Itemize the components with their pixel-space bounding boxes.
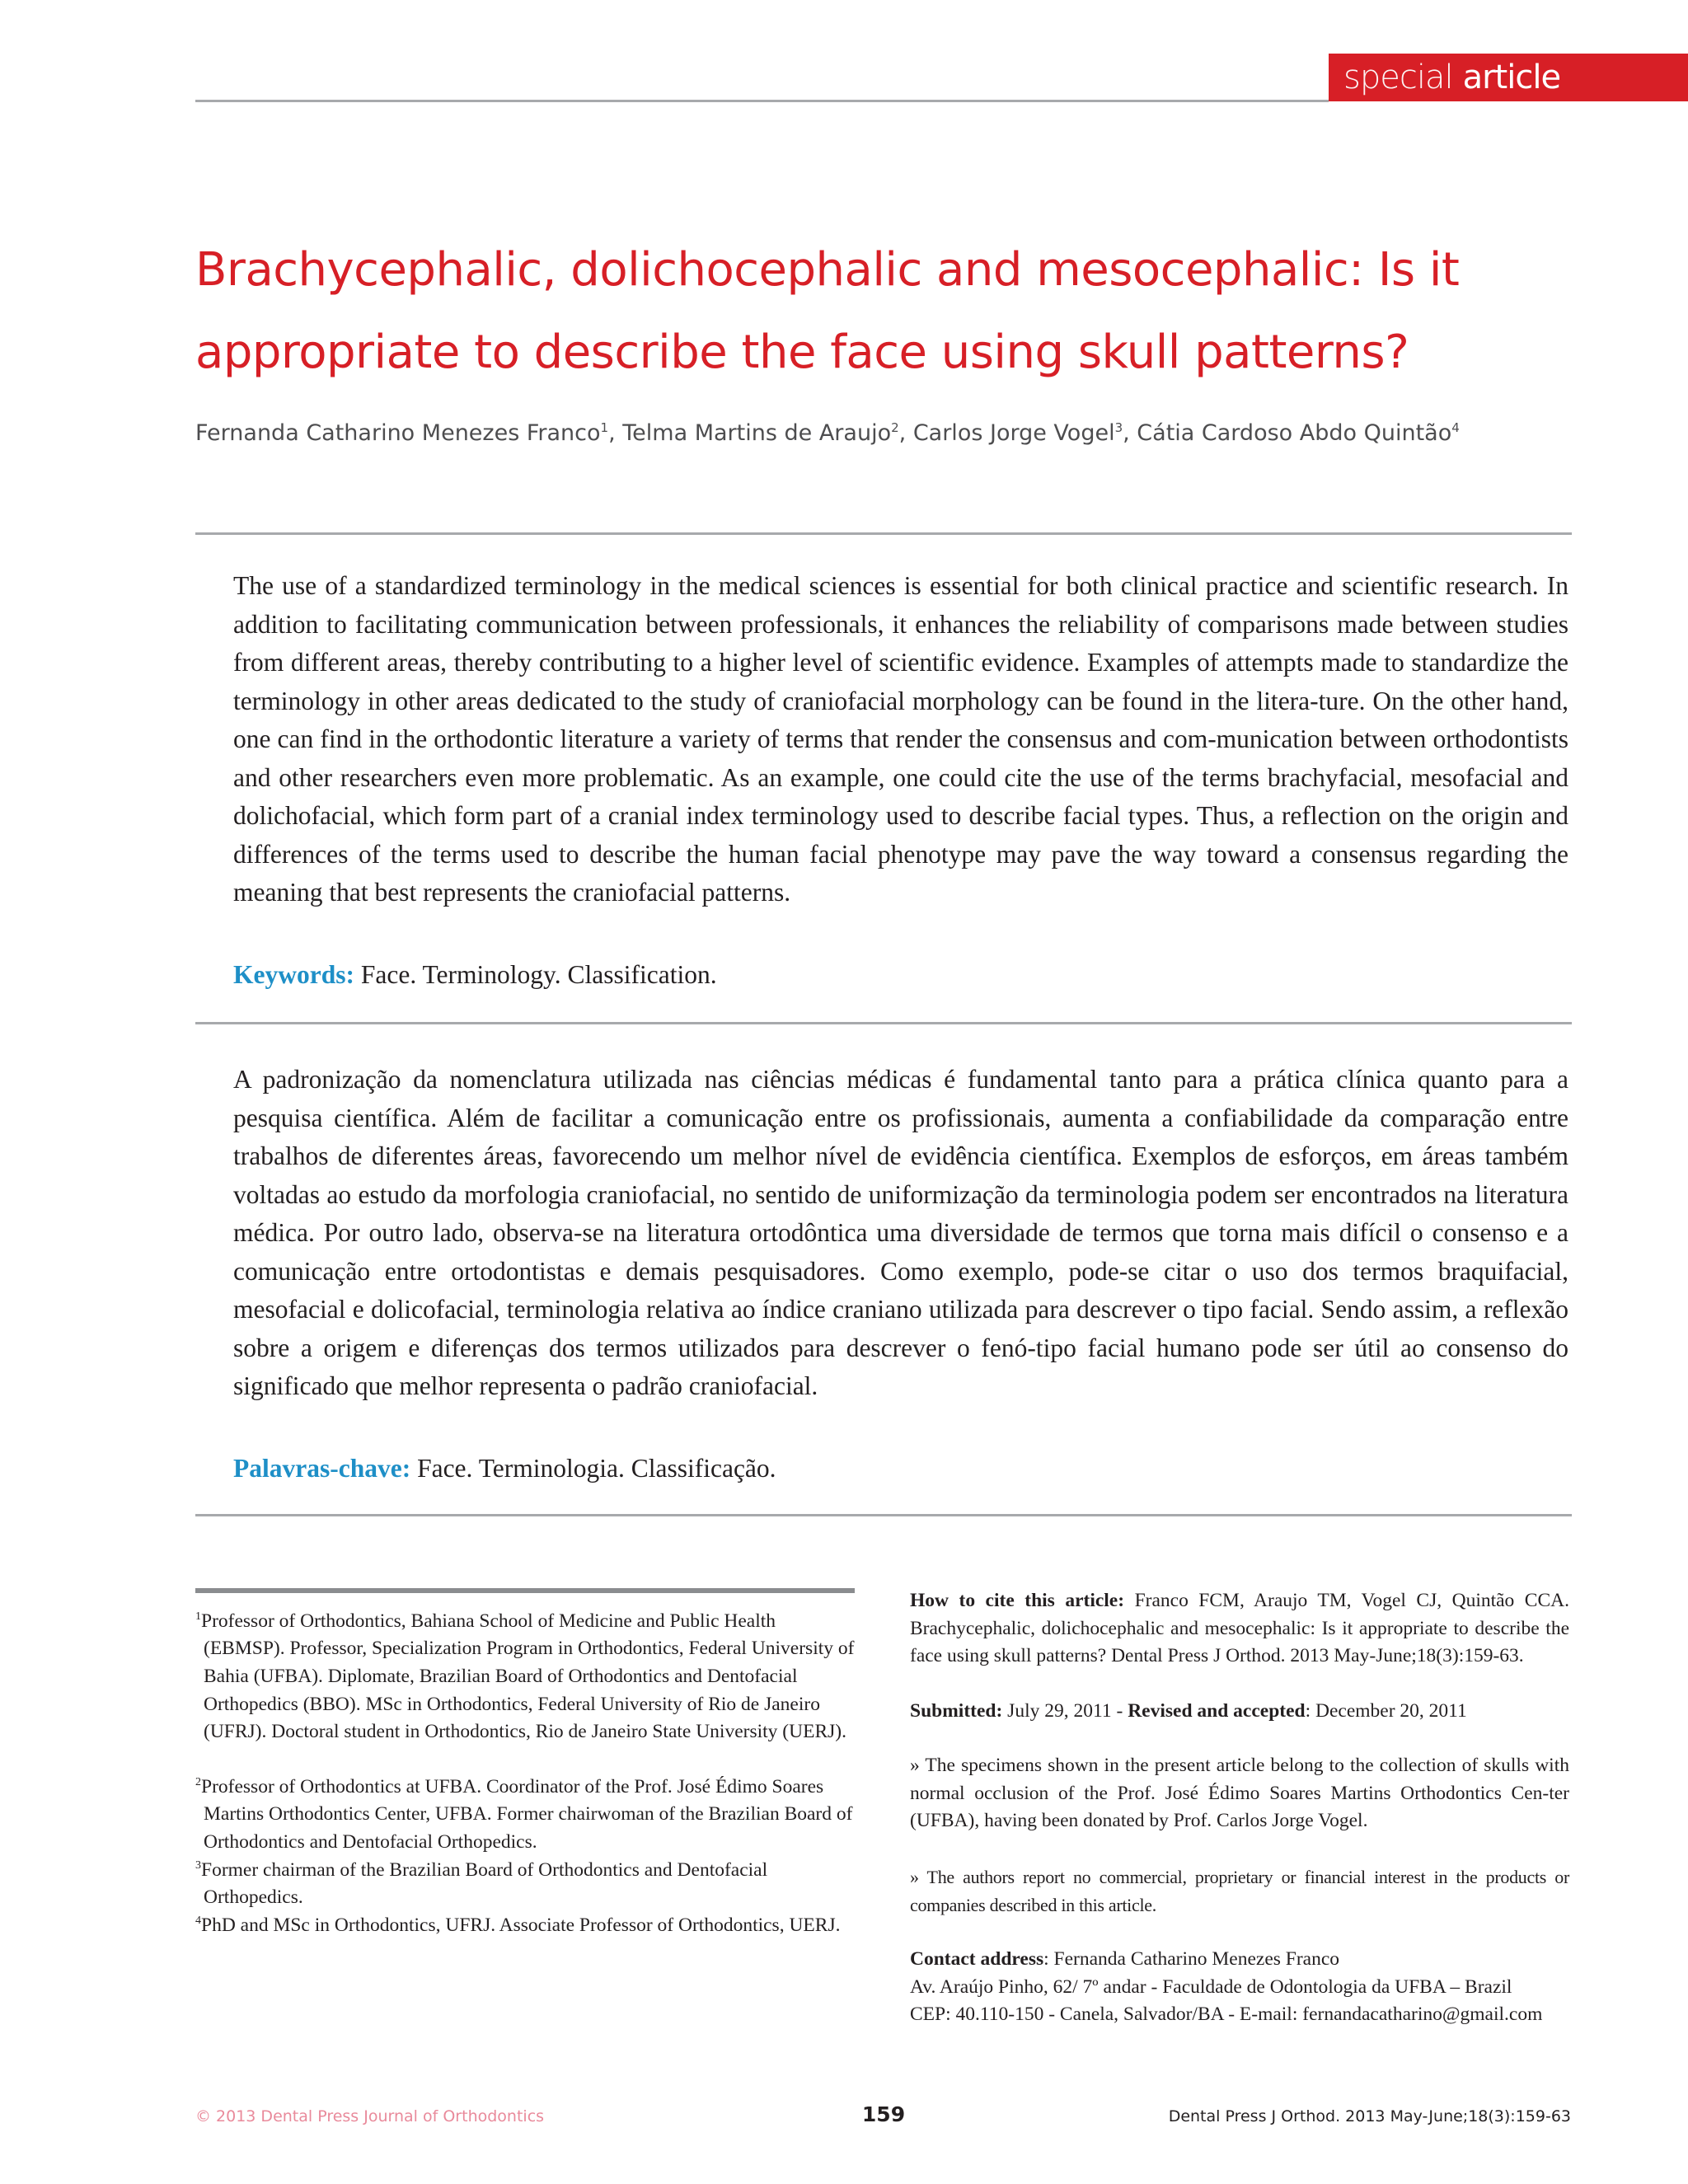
author: Cátia Cardoso Abdo Quintão$^4$ xyxy=(1137,420,1460,446)
citation-text: Franco FCM, Araujo TM, Vogel CJ, Quintão CCA. Brachycephalic, dolichocephalic and mesocephalic: Is it appropriate to describe the face using skull patterns? Dental Press J Orthod. 2013 May-June;18(3):159-63. xyxy=(910,1590,1569,1667)
keywords-english xyxy=(233,956,1552,994)
affiliation-4: $^4$PhD and MSc in Orthodontics, UFRJ. Associate Professor of Orthodontics, UERJ. xyxy=(195,1914,841,1936)
section-label-bold: article xyxy=(1462,59,1561,96)
affiliation-3: $^3$Former chairman of the Brazilian Board of Orthodontics and Dentofacial Orthopedics. xyxy=(195,1858,768,1909)
contact-label: Contact address xyxy=(910,1948,1044,1970)
header-rule xyxy=(195,100,1329,102)
keywords-values: Face. Terminologia. Classificação. xyxy=(410,1454,776,1483)
keywords-label: Palavras-chave: xyxy=(233,1454,411,1483)
keywords-label: Keywords: xyxy=(233,960,354,989)
divider-below-abstracts xyxy=(195,1514,1572,1516)
divider-between-abstracts xyxy=(195,1022,1572,1024)
affiliation-1: $^1$Professor of Orthodontics, Bahiana School of Medicine and Public Health (EBMSP). Professor, Specialization Program in Orthodontics, Federal University of Bahia (UFBA). Diplomate, Brazilian Board of Orthodontics and Dentofacial Orthopedics (BBO). MSc in Orthodontics, Federal University of Rio de Janeiro (UFRJ). Doctoral student in Orthodontics, Rio de Janeiro State University (UERJ). xyxy=(195,1610,855,1743)
author-list xyxy=(195,410,1597,452)
divider-above-abstract xyxy=(195,532,1572,535)
section-label-light: special xyxy=(1343,59,1453,96)
title-line-2: appropriate to describe the face using skull patterns? xyxy=(195,326,1409,379)
citation-block xyxy=(910,1587,1569,1671)
title-line-1: Brachycephalic, dolichocephalic and mesocephalic: Is it xyxy=(195,243,1460,297)
page-number: 159 xyxy=(861,2102,906,2126)
contact-block: Contact address: Fernanda Catharino Menezes Franco Av. Araújo Pinho, 62/ 7º andar - Faculdade de Odontologia da UFBA – Brazil CEP: 40.110-150 - Canela, Salvador/BA - E-mail: fernandacatharino@gmail.com xyxy=(910,1948,1543,2026)
specimens-note: » The specimens shown in the present article belong to the collection of skulls with normal occlusion of the Prof. José Édimo Soares Martins Orthodontics Cen-ter (UFBA), having been donated by Prof. Carlos Jorge Vogel. xyxy=(910,1755,1569,1832)
author: Carlos Jorge Vogel$^3$, xyxy=(912,420,1137,446)
citation-label: How to cite this article: xyxy=(910,1590,1125,1611)
dates-block: Submitted: July 29, 2011 - Revised and accepted: December 20, 2011 xyxy=(910,1700,1467,1722)
affiliation-2: $^2$Professor of Orthodontics at UFBA. Coordinator of the Prof. José Édimo Soares Martins Orthodontics Center, UFBA. Former chairwoman of the Brazilian Board of Orthodontics and Dentofacial Orthopedics. xyxy=(195,1775,853,1854)
footer-journal-citation: Dental Press J Orthod. 2013 May-June;18(3):159-63 xyxy=(1168,2107,1571,2125)
section-badge xyxy=(1329,54,1688,101)
article-title xyxy=(195,229,1555,394)
conflict-note: » The authors report no commercial, proprietary or financial interest in the products or companies described in this article. xyxy=(910,1867,1569,1915)
keywords-values: Face. Terminology. Classification. xyxy=(354,960,717,989)
footer-copyright: © 2013 Dental Press Journal of Orthodontics xyxy=(195,2107,545,2125)
abstract-portuguese: A padronização da nomenclatura utilizada nas ciências médicas é fundamental tanto para a prática clínica quanto para a pesquisa científica. Além de facilitar a comunicação entre os profissionais, aumenta a confiabilidade da comparação entre trabalhos de diferentes áreas, favorecendo um melhor nível de evidência científica. Exemplos de esforços, em áreas também voltadas ao estudo da morfologia craniofacial, no sentido de uniformização da terminologia podem ser encontrados na literatura médica. Por outro lado, observa-se na literatura ortodôntica uma diversidade de termos que torna mais difícil o consenso e a comunicação entre ortodontistas e demais pesquisadores. Como exemplo, pode-se citar o uso dos termos braquifacial, mesofacial e dolicofacial, terminologia relativa ao índice craniano utilizada para descrever o tipo facial. Sendo assim, a reflexão sobre a origem e diferenças dos termos utilizados para descrever o fenó-tipo facial humano pode ser útil ao consenso do significado que melhor representa o padrão craniofacial. xyxy=(233,1065,1568,1400)
keywords-portuguese xyxy=(233,1450,1552,1488)
affiliations-rule xyxy=(195,1588,855,1593)
author: Telma Martins de Araujo$^2$, xyxy=(622,420,913,446)
author: Fernanda Catharino Menezes Franco$^1$, xyxy=(195,420,623,446)
abstract-english: The use of a standardized terminology in the medical sciences is essential for both clinical practice and scientific research. In addition to facilitating communication between professionals, it enhances the reliability of comparisons made between studies from different areas, thereby contributing to a higher level of scientific evidence. Examples of attempts made to standardize the terminology in other areas dedicated to the study of craniofacial morphology can be found in the litera-ture. On the other hand, one can find in the orthodontic literature a variety of terms that render the consensus and com-munication between orthodontists and other researchers even more problematic. As an example, one could cite the use of the terms brachyfacial, mesofacial and dolichofacial, which form part of a cranial index terminology used to describe facial types. Thus, a reflection on the origin and differences of the terms used to describe the human facial phenotype may pave the way toward a consensus regarding the meaning that best represents the craniofacial patterns. xyxy=(233,571,1568,907)
